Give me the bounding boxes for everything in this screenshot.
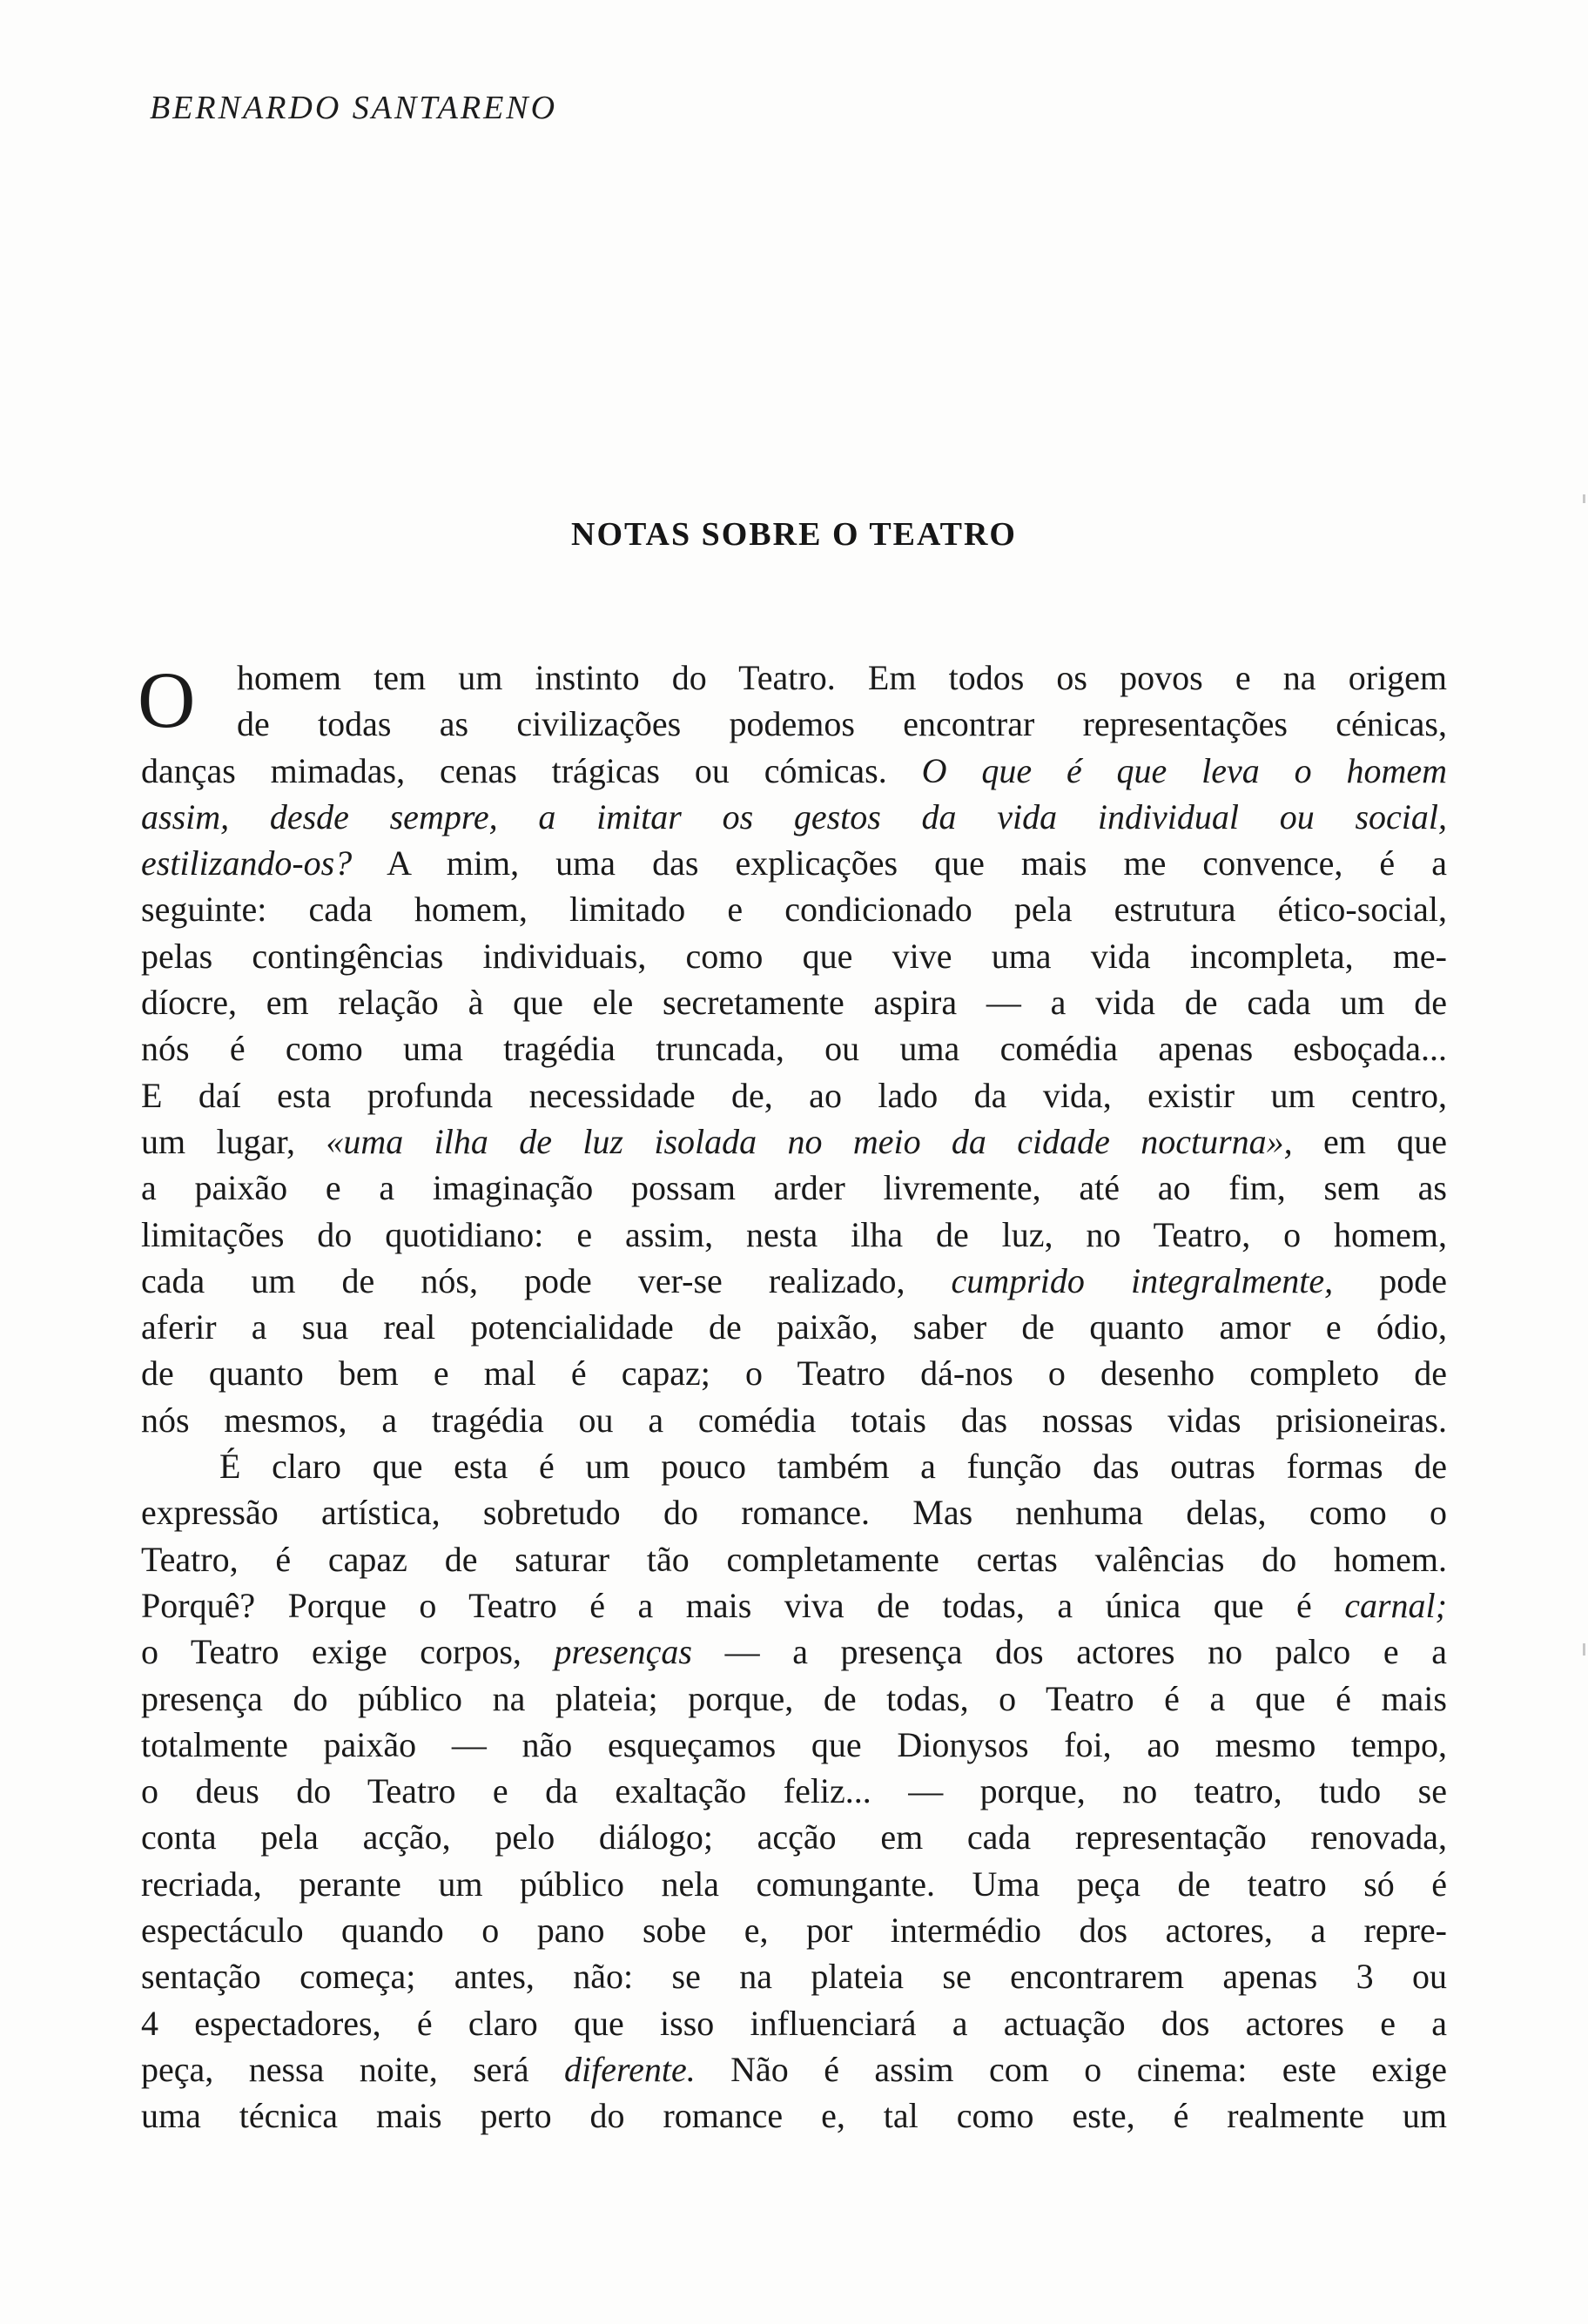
text-segment: recriada, perante um público nela comungante. Uma peça de teatro só é — [141, 1864, 1447, 1904]
text-segment: homem tem um instinto do Teatro. Em todos os povos e na origem — [237, 658, 1447, 697]
text-segment: seguinte: cada homem, limitado e condicionado pela estrutura ético-social, — [141, 890, 1447, 930]
text-line — [141, 1118, 1447, 1165]
running-head: BERNARDO SANTARENO — [150, 90, 558, 126]
text-segment: Teatro, é capaz de saturar tão completamente certas valências do homem. — [141, 1539, 1447, 1579]
scan-mark — [1583, 494, 1585, 503]
text-segment: o deus do Teatro e da exaltação feliz... — porque, no teatro, tudo se — [141, 1771, 1447, 1811]
text-segment: díocre, em relação à que ele secretamente aspira — a vida de cada um de — [141, 983, 1447, 1023]
text-line — [141, 886, 1447, 932]
text-segment: cada um de nós, pode ver-se realizado, — [141, 1260, 952, 1300]
italic-text: assim, desde sempre, a imitar os gestos da vida individual ou social, — [141, 796, 1447, 836]
text-segment: nós é como uma tragédia truncada, ou uma comédia apenas esboçada... — [141, 1029, 1447, 1069]
text-line — [141, 1072, 1447, 1118]
italic-text: «uma ilha de luz isolada no meio da cidade nocturna», — [326, 1121, 1293, 1161]
italic-text: presenças — [554, 1632, 692, 1672]
text-segment: expressão artística, sobretudo do romance. Mas nenhuma delas, como o — [141, 1493, 1447, 1533]
text-line — [141, 1443, 1447, 1489]
text-line — [141, 1489, 1447, 1535]
text-line — [141, 2046, 1447, 2092]
text-line — [141, 840, 1447, 886]
text-segment: de todas as civilizações podemos encontrar representações cénicas, — [237, 704, 1447, 744]
text-line — [141, 1907, 1447, 1953]
text-line — [141, 979, 1447, 1025]
text-segment: o Teatro exige corpos, — [141, 1632, 555, 1672]
text-line — [141, 1768, 1447, 1814]
text-line — [141, 655, 1447, 701]
text-segment: E daí esta profunda necessidade de, ao lado da vida, existir um centro, — [141, 1075, 1447, 1115]
text-segment: em que — [1292, 1121, 1447, 1161]
text-segment: totalmente paixão — não esqueçamos que Dionysos foi, ao mesmo tempo, — [141, 1724, 1447, 1764]
text-segment: 4 espectadores, é claro que isso influenciará a actuação dos actores e a — [141, 2003, 1447, 2043]
text-segment: aferir a sua real potencialidade de paixão, saber de quanto amor e ódio, — [141, 1307, 1447, 1347]
text-line — [141, 1304, 1447, 1350]
text-segment: um lugar, — [141, 1121, 326, 1161]
text-line — [141, 1165, 1447, 1211]
text-segment: pode — [1333, 1260, 1447, 1300]
text-line — [141, 1397, 1447, 1443]
italic-text: O que é que leva o homem — [921, 750, 1447, 790]
drop-cap: O — [138, 655, 196, 744]
body-text — [138, 655, 1447, 2139]
text-segment: uma técnica mais perto do romance e, tal como este, é realmente um — [141, 2096, 1447, 2136]
italic-text: estilizando-os? — [141, 843, 353, 883]
text-line — [141, 701, 1447, 747]
text-line — [141, 794, 1447, 840]
text-line — [141, 933, 1447, 979]
text-segment: peça, nessa noite, será — [141, 2049, 565, 2089]
text-segment: Não é assim com o cinema: este exige — [695, 2049, 1447, 2089]
text-line — [141, 1258, 1447, 1304]
text-segment: de quanto bem e mal é capaz; o Teatro dá-nos o desenho completo de — [141, 1353, 1447, 1394]
text-line — [141, 1861, 1447, 1907]
text-segment: sentação começa; antes, não: se na plateia se encontrarem apenas 3 ou — [141, 1957, 1447, 1997]
text-line — [141, 1629, 1447, 1675]
text-segment: limitações do quotidiano: e assim, nesta ilha de luz, no Teatro, o homem, — [141, 1214, 1447, 1254]
text-line — [141, 1350, 1447, 1396]
text-line — [141, 1722, 1447, 1768]
text-segment: Porquê? Porque o Teatro é a mais viva de todas, a única que é — [141, 1585, 1345, 1625]
text-segment: É claro que esta é um pouco também a função das outras formas de — [219, 1447, 1447, 1487]
text-segment: — a presença dos actores no palco e a — [692, 1632, 1447, 1672]
text-line — [141, 1212, 1447, 1258]
text-line — [141, 1953, 1447, 1999]
text-segment: a paixão e a imaginação possam arder livremente, até ao fim, sem as — [141, 1168, 1447, 1208]
text-line — [141, 1676, 1447, 1722]
text-line — [141, 2092, 1447, 2139]
text-line — [141, 2000, 1447, 2046]
text-segment: danças mimadas, cenas trágicas ou cómicas. — [141, 750, 922, 790]
text-line — [141, 1536, 1447, 1582]
text-segment: A mim, uma das explicações que mais me convence, é a — [352, 843, 1447, 883]
text-segment: nós mesmos, a tragédia ou a comédia totais das nossas vidas prisioneiras. — [141, 1400, 1447, 1440]
text-segment: espectáculo quando o pano sobe e, por intermédio dos actores, a repre- — [141, 1911, 1447, 1951]
text-segment: pelas contingências individuais, como que vive uma vida incompleta, me- — [141, 936, 1447, 976]
italic-text: carnal; — [1344, 1585, 1447, 1625]
text-line — [141, 1814, 1447, 1860]
italic-text: diferente. — [564, 2049, 696, 2089]
text-segment: conta pela acção, pelo diálogo; acção em cada representação renovada, — [141, 1817, 1447, 1857]
text-line — [141, 1025, 1447, 1071]
text-line — [141, 1582, 1447, 1629]
page-title: NOTAS SOBRE O TEATRO — [571, 516, 1017, 553]
text-line — [141, 748, 1447, 794]
paragraph-lines — [141, 655, 1447, 2139]
italic-text: cumprido integralmente, — [951, 1260, 1334, 1300]
text-segment: presença do público na plateia; porque, de todas, o Teatro é a que é mais — [141, 1678, 1447, 1718]
scan-mark — [1583, 1643, 1585, 1656]
